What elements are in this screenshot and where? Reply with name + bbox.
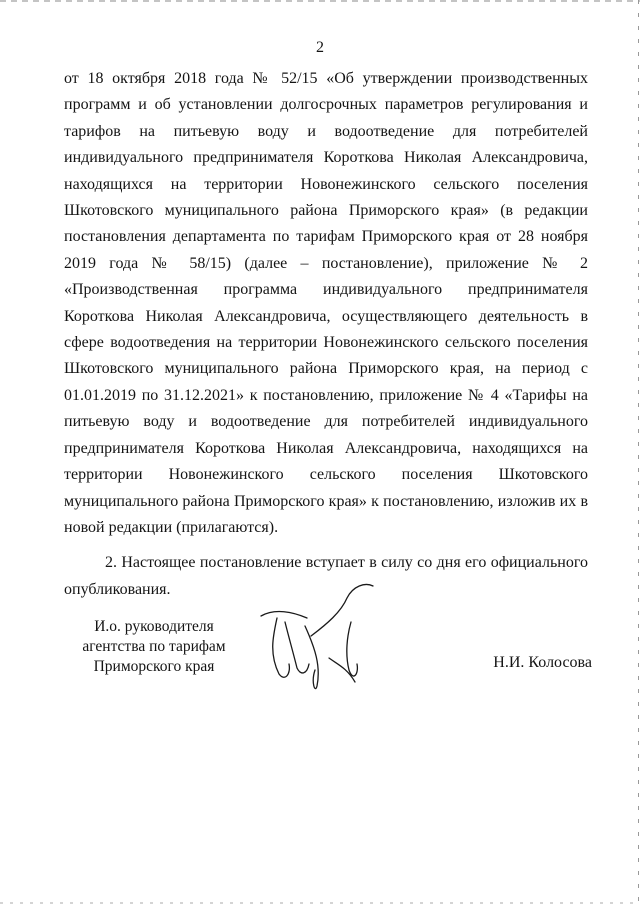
signatory-position-line-3: Приморского края — [93, 658, 215, 675]
signatory-position-line-2: агентства по тарифам — [82, 638, 226, 655]
page-number: 2 — [316, 39, 324, 56]
paragraph-1: от 18 октября 2018 года № 52/15 «Об утверждении производственных программ и об установлении долгосрочных параметров регулирования и тарифов на питьевую воду и водоотведение для потребителей индивидуального предпринимателя Короткова Николая Александровича, находящихся на территории Новонежинского сельского поселения Шкотовского муниципального района Приморского края» (в редакции постановления департамента по тарифам Приморского края от 28 ноября 2019 года № 58/15) (далее – постановление), приложение № 2 «Производственная программа индивидуального предпринимателя Короткова Николая Александровича, осуществляющего деятельность в сфере водоотведения на территории Новонежинского сельского поселения Шкотовского муниципального района Приморского края, на период с 01.01.2019 по 31.12.2021» к постановлению, приложение № 4 «Тарифы на питьевую воду и водоотведение для потребителей индивидуального предпринимателя Короткова Николая Александровича, находящихся на территории Новонежинского сельского поселения Шкотовского муниципального района Приморского края» к постановлению, изложив их в новой редакции (прилагаются). — [64, 70, 588, 536]
signatory-position-line-1: И.о. руководителя — [94, 618, 214, 635]
signatory-name: Н.И. Колосова — [493, 654, 592, 671]
document-body — [64, 66, 588, 603]
signatory-position — [64, 617, 244, 677]
paragraph-2: 2. Настоящее постановление вступает в силу со дня его официального опубликования. — [64, 554, 588, 598]
handwritten-signature — [255, 578, 395, 696]
